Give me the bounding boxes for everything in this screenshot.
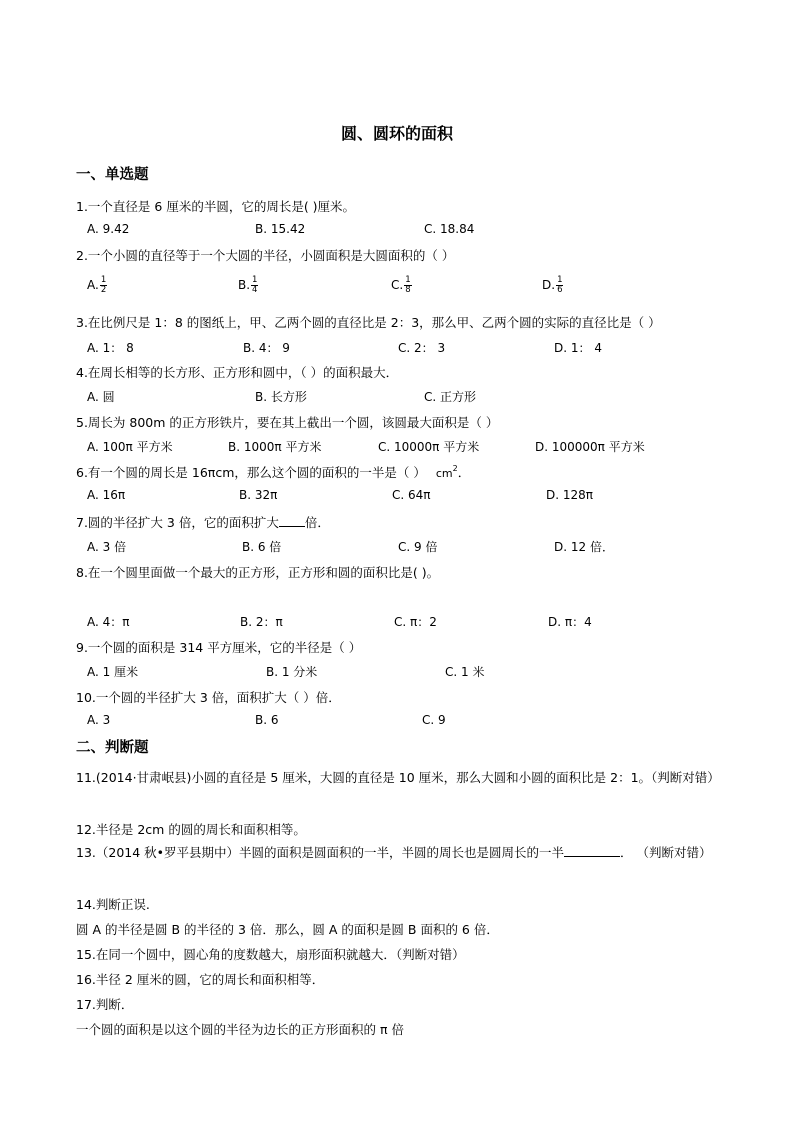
question-5-options [87, 438, 727, 458]
section-heading-single-choice: 一、单选题 [76, 167, 149, 183]
question-9-option-b[interactable]: B. 1 分米 [266, 665, 318, 679]
page-title: 圆、圆环的面积 [340, 124, 453, 143]
question-2-option-d[interactable] [542, 276, 563, 295]
question-11-text: 11.(2014·甘肃岷县)小圆的直径是 5 厘米，大圆的直径是 10 厘米，那么大圆和小圆的面积比是 2：1。（判断对错） [76, 770, 720, 785]
question-2-option-c[interactable] [391, 276, 412, 295]
section-heading-true-false: 二、判断题 [76, 740, 149, 756]
fraction-numerator: 1 [557, 275, 563, 285]
question-4-stem: 4.在周长相等的长方形、正方形和圆中，（ ）的面积最大． [76, 365, 399, 380]
question-15-text: 15.在同一个圆中，圆心角的度数越大，扇形面积就越大．（判断对错） [76, 947, 465, 962]
question-3-option-c[interactable]: C. 2： 3 [398, 341, 446, 355]
question-9-option-a[interactable]: A. 1 厘米 [87, 665, 139, 679]
question-13-text-end: ． （判断对错） [620, 845, 712, 860]
unit-cm-squared [435, 464, 458, 480]
question-10-stem: 10.一个圆的半径扩大 3 倍，面积扩大（ ）倍． [76, 690, 341, 705]
question-8-option-c[interactable]: C. π：2 [394, 615, 437, 629]
fraction-denominator: 8 [405, 285, 411, 295]
question-3-options [87, 339, 727, 359]
question-8-stem: 8.在一个圆里面做一个最大的正方形，正方形和圆的面积比是( )。 [76, 565, 440, 580]
question-13-text [76, 840, 724, 865]
question-5-option-c[interactable]: C. 10000π 平方米 [378, 440, 480, 454]
question-10-option-a[interactable]: A. 3 [87, 713, 111, 727]
question-2-stem: 2.一个小圆的直径等于一个大圆的半径，小圆面积是大圆面积的（ ） [76, 248, 455, 263]
question-13-text-body: 13.（2014 秋•罗平县期中）半圆的面积是圆面积的一半，半圆的周长也是圆周长的一半 [76, 845, 565, 860]
question-10-options [87, 713, 727, 733]
question-4-option-b[interactable]: B. 长方形 [255, 390, 307, 404]
question-4-option-c[interactable]: C. 正方形 [424, 390, 477, 404]
answer-blank[interactable] [279, 514, 305, 527]
question-10-option-c[interactable]: C. 9 [422, 713, 446, 727]
question-1-option-a[interactable]: A. 9.42 [87, 222, 130, 236]
question-7-stem-text: 7.圆的半径扩大 3 倍，它的面积扩大 [76, 515, 279, 530]
fraction-numerator: 1 [252, 275, 258, 285]
fraction-numerator: 1 [405, 275, 411, 285]
question-7-option-d[interactable]: D. 12 倍． [554, 540, 614, 554]
question-10-option-b[interactable]: B. 6 [255, 713, 279, 727]
question-4-options [87, 388, 727, 408]
question-16-text: 16.半径 2 厘米的圆，它的周长和面积相等． [76, 972, 325, 987]
fraction-denominator: 4 [252, 285, 258, 295]
question-7-options [87, 538, 727, 558]
question-12-text: 12.半径是 2cm 的圆的周长和面积相等。 [76, 822, 306, 837]
fraction [100, 276, 107, 295]
question-17-heading: 17.判断． [76, 997, 134, 1012]
question-7-option-b[interactable]: B. 6 倍 [242, 540, 282, 554]
question-6-option-a[interactable]: A. 16π [87, 488, 126, 502]
question-5-option-b[interactable]: B. 1000π 平方米 [228, 440, 322, 454]
question-7-option-c[interactable]: C. 9 倍 [398, 540, 438, 554]
question-6-options [87, 488, 727, 508]
question-5-option-a[interactable]: A. 100π 平方米 [87, 440, 173, 454]
question-7-stem-end: 倍． [304, 515, 330, 530]
question-3-option-a[interactable]: A. 1： 8 [87, 341, 134, 355]
option-letter: C. [391, 278, 404, 292]
option-letter: D. [542, 278, 556, 292]
fraction [556, 276, 563, 295]
question-9-stem: 9.一个圆的面积是 314 平方厘米，它的半径是（ ） [76, 640, 362, 655]
fraction-denominator: 6 [557, 285, 563, 295]
question-8-options [87, 613, 727, 633]
question-4-option-a[interactable]: A. 圆 [87, 390, 115, 404]
fraction-numerator: 1 [100, 275, 107, 285]
question-6-stem-end: ． [457, 465, 471, 480]
option-letter: A. [87, 278, 99, 292]
answer-blank[interactable] [564, 844, 620, 857]
question-8-option-b[interactable]: B. 2：π [240, 615, 283, 629]
fraction-denominator: 2 [100, 285, 107, 295]
question-1-stem: 1.一个直径是 6 厘米的半圆，它的周长是( )厘米。 [76, 199, 356, 214]
question-7-stem [76, 513, 330, 531]
unit-base: cm [435, 467, 453, 480]
question-3-option-d[interactable]: D. 1： 4 [554, 341, 602, 355]
question-1-options [87, 222, 727, 242]
question-6-option-c[interactable]: C. 64π [392, 488, 431, 502]
question-2-option-a[interactable] [87, 276, 107, 295]
option-letter: B. [238, 278, 251, 292]
question-3-stem: 3.在比例尺是 1：8 的图纸上，甲、乙两个圆的直径比是 2：3，那么甲、乙两个圆的实际的直径比是（ ） [76, 315, 661, 330]
question-14-text: 圆 A 的半径是圆 B 的半径的 3 倍．那么，圆 A 的面积是圆 B 面积的 6 倍． [76, 922, 499, 937]
question-1-option-c[interactable]: C. 18.84 [424, 222, 475, 236]
question-3-option-b[interactable]: B. 4： 9 [243, 341, 290, 355]
unit-exponent: 2 [452, 464, 458, 473]
question-6-stem [76, 463, 470, 481]
question-17-text: 一个圆的面积是以这个圆的半径为边长的正方形面积的 π 倍 [76, 1022, 404, 1037]
question-8-option-d[interactable]: D. π：4 [548, 615, 592, 629]
question-9-options [87, 663, 727, 683]
question-1-option-b[interactable]: B. 15.42 [255, 222, 306, 236]
question-14-heading: 14.判断正误. [76, 897, 150, 912]
fraction [251, 276, 258, 295]
question-6-stem-text: 6.有一个圆的周长是 16πcm，那么这个圆的面积的一半是（ ） [76, 465, 426, 480]
question-5-stem: 5.周长为 800m 的正方形铁片，要在其上截出一个圆，该圆最大面积是（ ） [76, 415, 499, 430]
question-5-option-d[interactable]: D. 100000π 平方米 [535, 440, 645, 454]
question-9-option-c[interactable]: C. 1 米 [445, 665, 485, 679]
question-6-option-d[interactable]: D. 128π [546, 488, 593, 502]
fraction [404, 276, 411, 295]
question-8-option-a[interactable]: A. 4：π [87, 615, 130, 629]
question-2-options [87, 276, 727, 302]
question-2-option-b[interactable] [238, 276, 258, 295]
question-7-option-a[interactable]: A. 3 倍 [87, 540, 127, 554]
question-6-option-b[interactable]: B. 32π [239, 488, 278, 502]
